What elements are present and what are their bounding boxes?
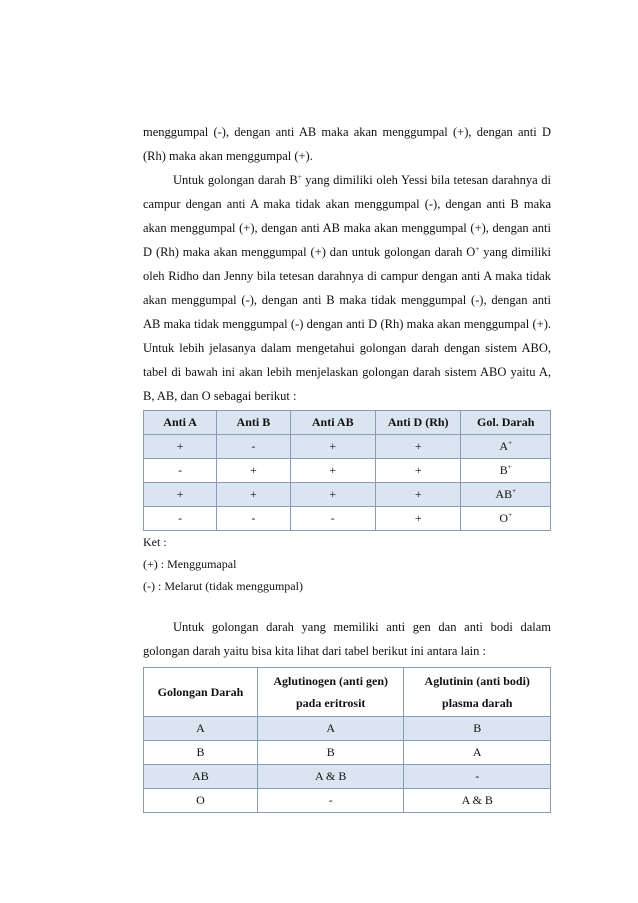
header-anti-ab: Anti AB — [290, 411, 375, 435]
group-label: O — [499, 511, 509, 525]
table-cell: + — [144, 483, 217, 507]
paragraph-2-part-1: Untuk golongan darah B — [173, 173, 298, 187]
group-sup: + — [512, 487, 517, 495]
paragraph-3: Untuk golongan darah yang memiliki anti gen dan anti bodi dalam golongan darah yaitu bisa kita lihat dari tabel berikut ini antara lain : — [143, 620, 551, 658]
table-cell: + — [375, 459, 460, 483]
header-anti-d: Anti D (Rh) — [375, 411, 460, 435]
header-line: Aglutinin (anti bodi) — [424, 674, 530, 688]
header-gol-darah: Gol. Darah — [461, 411, 551, 435]
table-cell: A — [257, 717, 404, 741]
table-cell: A — [144, 717, 258, 741]
ket-line-minus: (-) : Melarut (tidak menggumpal) — [143, 579, 303, 593]
table-cell: - — [144, 459, 217, 483]
table-cell: - — [144, 507, 217, 531]
table-cell: + — [290, 435, 375, 459]
abo-reaction-table — [143, 410, 551, 531]
spacer — [143, 597, 551, 615]
table-cell: B — [404, 717, 551, 741]
table-cell: + — [375, 435, 460, 459]
table-cell-group — [461, 483, 551, 507]
header-anti-b: Anti B — [217, 411, 290, 435]
table-cell: + — [375, 507, 460, 531]
ket-title: Ket : — [143, 535, 167, 549]
group-label: A — [499, 439, 509, 453]
group-sup: + — [508, 439, 513, 447]
paragraph-2 — [143, 168, 551, 408]
table-cell: A & B — [404, 789, 551, 813]
group-sup: + — [507, 463, 512, 471]
table-cell: O — [144, 789, 258, 813]
paragraph-2-part-2: yang dimiliki oleh Yessi bila tetesan darahnya di campur dengan anti A maka tidak akan menggumpal (-), dengan anti B maka akan menggumpal (+), dengan anti AB maka akan menggumpal (+), dengan anti D (Rh) maka akan menggumpal (+) dan untuk golongan darah O — [143, 173, 551, 259]
table-row — [144, 789, 551, 813]
table-cell: B — [144, 741, 258, 765]
table-cell: - — [404, 765, 551, 789]
document-page — [143, 120, 551, 813]
table-cell: B — [257, 741, 404, 765]
table-cell: + — [144, 435, 217, 459]
table-row — [144, 459, 551, 483]
table-row — [144, 765, 551, 789]
superscript-rh: + — [475, 245, 480, 253]
table-cell: + — [217, 459, 290, 483]
antigen-antibody-table — [143, 667, 551, 813]
table-cell: + — [217, 483, 290, 507]
header-line: Aglutinogen (anti gen) — [273, 674, 389, 688]
paragraph-1: menggumpal (-), dengan anti AB maka akan menggumpal (+), dengan anti D (Rh) maka akan menggumpal (+). — [143, 125, 551, 163]
table-cell: - — [257, 789, 404, 813]
table-row — [144, 741, 551, 765]
header-line: plasma darah — [442, 696, 513, 710]
table-cell: A — [404, 741, 551, 765]
group-label: B — [499, 463, 508, 477]
header-golongan-darah: Golongan Darah — [144, 668, 258, 717]
table-cell: + — [290, 483, 375, 507]
table-header-row — [144, 411, 551, 435]
table-header-row — [144, 668, 551, 717]
header-anti-a: Anti A — [144, 411, 217, 435]
header-line: pada eritrosit — [295, 696, 366, 710]
group-label: AB — [495, 487, 513, 501]
table-row — [144, 435, 551, 459]
table-cell: AB — [144, 765, 258, 789]
table-cell: + — [290, 459, 375, 483]
table-cell: A & B — [257, 765, 404, 789]
superscript-rh: + — [297, 173, 302, 181]
table-row — [144, 507, 551, 531]
header-aglutinin — [404, 668, 551, 717]
table-row — [144, 483, 551, 507]
ket-line-plus: (+) : Menggumapal — [143, 557, 237, 571]
table-cell: + — [375, 483, 460, 507]
table-cell: - — [217, 435, 290, 459]
header-aglutinogen — [257, 668, 404, 717]
table-cell-group — [461, 459, 551, 483]
table-cell: - — [217, 507, 290, 531]
paragraph-2-part-3: yang dimiliki oleh Ridho dan Jenny bila tetesan darahnya di campur dengan anti A maka tidak akan menggumpal (-), dengan anti B maka tidak menggumpal (-), dengan anti AB maka tidak menggumpal (-) dengan anti D (Rh) maka akan menggumpal (+). Untuk lebih jelasanya dalam mengetahui golongan darah dengan sistem ABO, tabel di bawah ini akan lebih menjelaskan golongan darah sistem ABO yaitu A, B, AB, dan O sebagai berikut : — [143, 245, 551, 403]
table-cell: - — [290, 507, 375, 531]
table-cell-group — [461, 435, 551, 459]
table-cell-group — [461, 507, 551, 531]
table-row — [144, 717, 551, 741]
group-sup: + — [508, 511, 513, 519]
